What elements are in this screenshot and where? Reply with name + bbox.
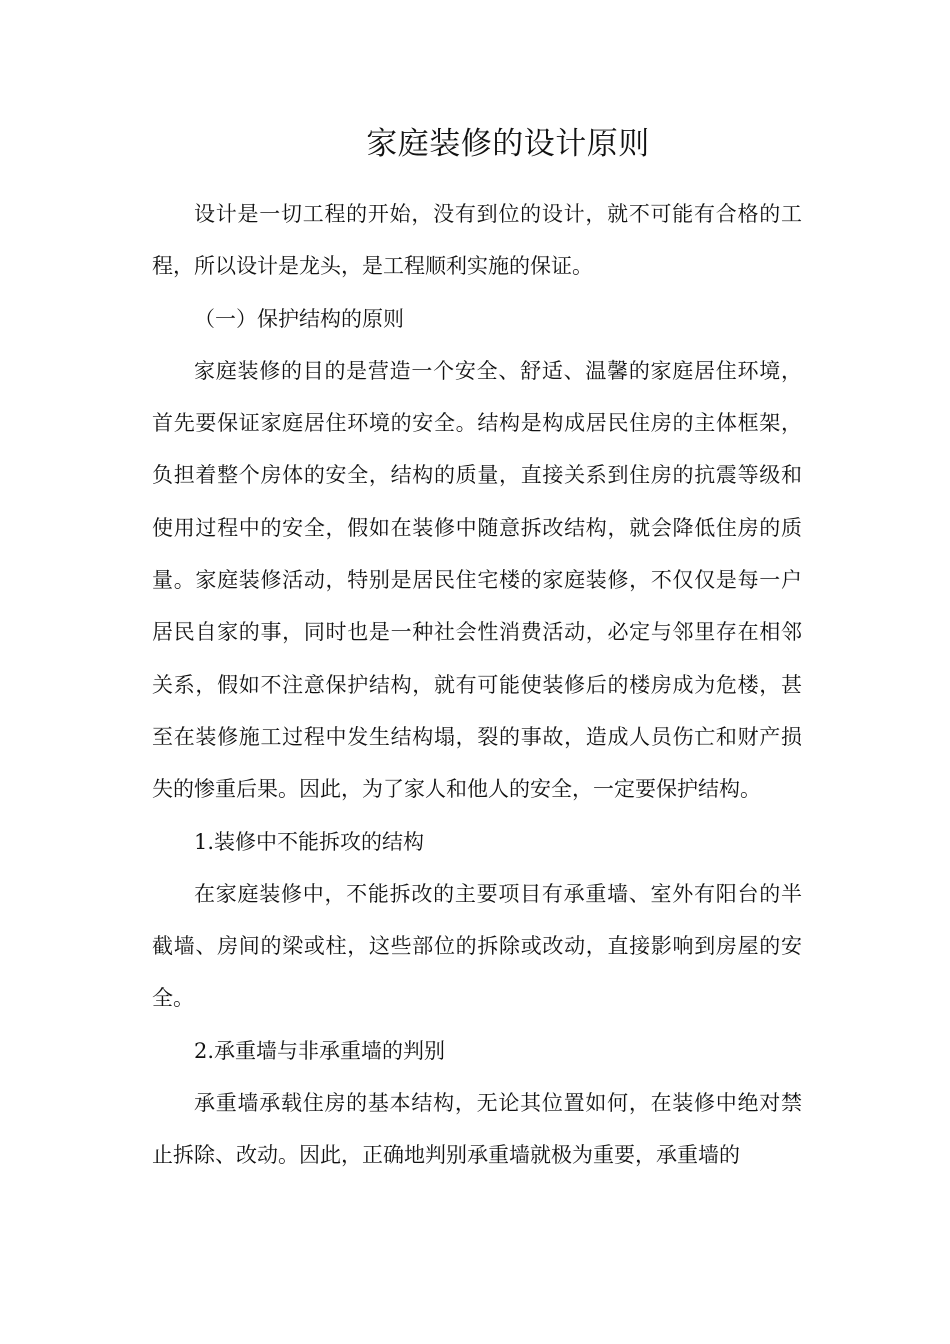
non-removable-structure-paragraph: 在家庭装修中，不能拆改的主要项目有承重墙、室外有阳台的半截墙、房间的梁或柱，这些部位的拆除或改动，直接影响到房屋的安全。: [152, 881, 802, 1011]
section-heading-protect-structure: （一）保护结构的原则: [194, 306, 404, 331]
protect-structure-paragraph: 家庭装修的目的是营造一个安全、舒适、温馨的家庭居住环境，首先要保证家庭居住环境的安全。结构是构成居民住房的主体框架，负担着整个房体的安全，结构的质量，直接关系到住房的抗震等级和使用过程中的安全，假如在装修中随意拆改结构，就会降低住房的质量。家庭装修活动，特别是居民住宅楼的家庭装修，不仅仅是每一户居民自家的事，同时也是一种社会性消费活动，必定与邻里存在相邻关系，假如不注意保护结构，就有可能使装修后的楼房成为危楼，甚至在装修施工过程中发生结构塌，裂的事故，造成人员伤亡和财产损失的惨重后果。因此，为了家人和他人的安全，一定要保护结构。: [152, 358, 802, 802]
document-body: [152, 188, 802, 1182]
subsection-heading-1: 1.装修中不能拆攻的结构: [194, 829, 425, 854]
document-title: 家庭装修的设计原则: [366, 126, 650, 162]
subsection-heading-2: 2.承重墙与非承重墙的判别: [194, 1038, 446, 1063]
intro-paragraph: 设计是一切工程的开始，没有到位的设计，就不可能有合格的工程，所以设计是龙头，是工程顺利实施的保证。: [152, 202, 802, 279]
load-bearing-wall-paragraph: 承重墙承载住房的基本结构，无论其位置如何，在装修中绝对禁止拆除、改动。因此，正确地判别承重墙就极为重要，承重墙的: [152, 1091, 802, 1168]
